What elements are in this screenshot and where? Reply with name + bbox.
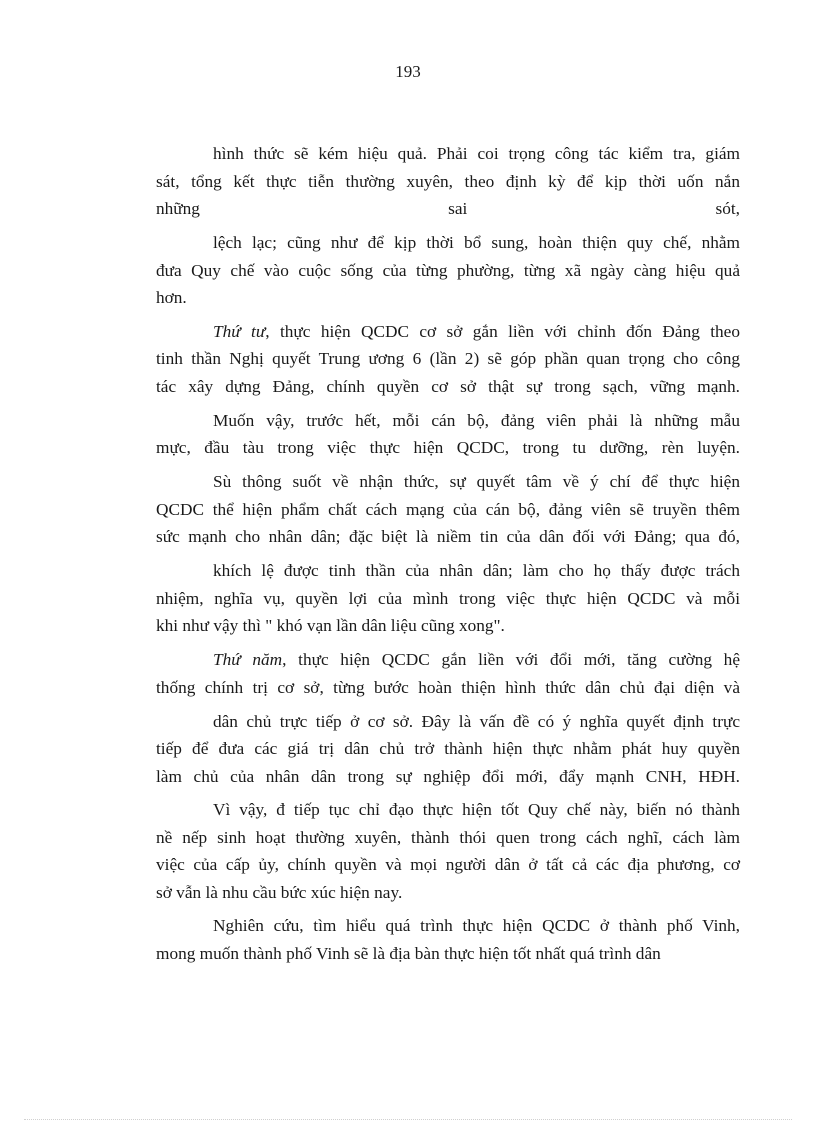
text-line: đưa Quy chế vào cuộc sống của từng phường, từng xã ngày càng hiệu quả xyxy=(156,261,740,280)
text-line: khích lệ được tinh thần của nhân dân; làm cho họ thấy được trách xyxy=(213,561,740,580)
text-line: tinh thần Nghị quyết Trung ương 6 (lần 2) sẽ góp phần quan trọng cho công xyxy=(156,349,740,368)
text-line: làm chủ của nhân dân trong sự nghiệp đổi mới, đẩy mạnh CNH, HĐH. xyxy=(156,767,740,786)
page-bottom-divider xyxy=(24,1119,792,1120)
text-line: mong muốn thành phố Vinh sẽ là địa bàn thực hiện tốt nhất quá trình dân xyxy=(156,944,661,963)
lead-in-thu-tu: Thứ tư xyxy=(213,322,266,341)
text-line-spread: những sai sót, xyxy=(156,199,740,218)
text-line: hơn. xyxy=(156,288,187,307)
text-line: thống chính trị cơ sở, từng bước hoàn thiện hình thức dân chủ đại diện và xyxy=(156,678,740,697)
text-line: việc của cấp ủy, chính quyền và mọi người dân ở tất cả các địa phương, cơ xyxy=(156,855,740,874)
text-line: Nghiên cứu, tìm hiểu quá trình thực hiện QCDC ở thành phố Vinh, xyxy=(213,916,740,935)
lead-in-thu-nam: Thứ năm xyxy=(213,650,283,669)
text-line: hình thức sẽ kém hiệu quả. Phải coi trọng công tác kiểm tra, giám xyxy=(213,144,740,163)
text-line: sở vẫn là nhu cầu bức xúc hiện nay. xyxy=(156,883,403,902)
text-line: Vì vậy, đ tiếp tục chỉ đạo thực hiện tốt Quy chế này, biến nó thành xyxy=(213,800,740,819)
text-line-rest: thực hiện QCDC cơ sở gắn liền với chỉnh đốn Đảng theo xyxy=(279,322,740,341)
text-line: tác xây dựng Đảng, chính quyền cơ sở thật sự trong sạch, vững mạnh. xyxy=(156,377,740,396)
page-number: 193 xyxy=(395,62,421,81)
text-line: sức mạnh cho nhân dân; đặc biệt là niềm tin của dân đối với Đảng; qua đó, xyxy=(156,527,740,546)
text-line: QCDC thể hiện phẩm chất cách mạng của cán bộ, đảng viên sẽ truyền thêm xyxy=(156,500,740,519)
text-line xyxy=(156,198,740,220)
text-line: Muốn vậy, trước hết, mỗi cán bộ, đảng viên phải là những mẫu xyxy=(213,411,740,430)
text-line: lệch lạc; cũng như để kịp thời bổ sung, hoàn thiện quy chế, nhằm xyxy=(213,233,740,252)
text-line: Thứ năm, thực hiện QCDC gắn liền với đổi mới, tăng cường hệ xyxy=(213,650,740,669)
text-line: mực, đầu tàu trong việc thực hiện QCDC, trong tu dưỡng, rèn luyện. xyxy=(156,438,740,457)
text-line: sát, tổng kết thực tiễn thường xuyên, theo định kỳ để kịp thời uốn nắn xyxy=(156,172,740,191)
text-line: nề nếp sinh hoạt thường xuyên, thành thói quen trong cách nghĩ, cách làm xyxy=(156,828,740,847)
text-line: tiếp để đưa các giá trị dân chủ trở thành hiện thực nhằm phát huy quyền xyxy=(156,739,740,758)
text-line-rest: thực hiện QCDC gắn liền với đổi mới, tăng cường hệ xyxy=(298,650,740,669)
text-line: Thứ tư, thực hiện QCDC cơ sở gắn liền với chỉnh đốn Đảng theo xyxy=(213,322,740,341)
text-line: nhiệm, nghĩa vụ, quyền lợi của mình trong việc thực hiện QCDC và mỗi xyxy=(156,589,740,608)
text-line: khi như vậy thì " khó vạn lần dân liệu cũng xong". xyxy=(156,616,505,635)
text-line: Sù thông suốt về nhận thức, sự quyết tâm về ý chí để thực hiện xyxy=(213,472,740,491)
text-line: dân chủ trực tiếp ở cơ sở. Đây là vấn đề có ý nghĩa quyết định trực xyxy=(213,712,740,731)
